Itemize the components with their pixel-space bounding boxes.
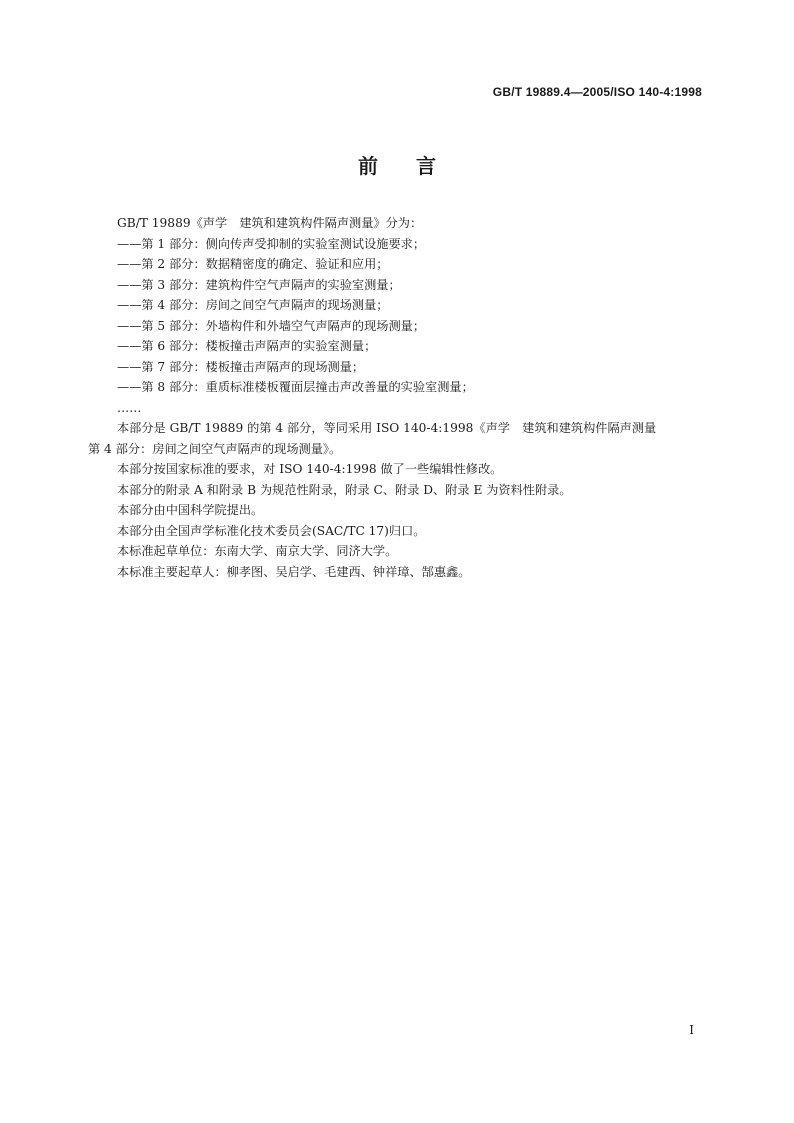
part-list-item-1: ——第 1 部分：侧向传声受抑制的实验室测试设施要求； xyxy=(117,236,426,251)
part-list-item-7: ——第 7 部分：楼板撞击声隔声的现场测量； xyxy=(117,359,365,374)
list-ellipsis: …… xyxy=(117,400,142,415)
edit-paragraph: 本部分按国家标准的要求，对 ISO 140-4:1998 做了一些编辑性修改。 xyxy=(117,462,503,476)
standard-code-header: GB/T 19889.4—2005/ISO 140-4:1998 xyxy=(492,85,702,99)
foreword-body xyxy=(88,213,700,582)
part-list-item-6: ——第 6 部分：楼板撞击声隔声的实验室测量； xyxy=(117,339,377,353)
part-list-item-5: ——第 5 部分：外墙构件和外墙空气声隔声的现场测量； xyxy=(117,318,426,333)
adoption-paragraph-line-1: 本部分是 GB/T 19889 的第 4 部分，等同采用 ISO 140-4:1998《声学 建筑和建筑构件隔声测量 xyxy=(117,421,657,435)
part-list-item-2: ——第 2 部分：数据精密度的确定、验证和应用； xyxy=(117,257,389,271)
proposed-by-paragraph: 本部分由中国科学院提出。 xyxy=(117,503,264,517)
page-number: I xyxy=(689,1023,694,1037)
part-list-item-4: ——第 4 部分：房间之间空气声隔声的现场测量； xyxy=(117,298,389,312)
part-list-item-8: ——第 8 部分：重质标准楼板覆面层撞击声改善量的实验室测量； xyxy=(117,380,474,394)
annex-paragraph: 本部分的附录 A 和附录 B 为规范性附录，附录 C、附录 D、附录 E 为资料性附录。 xyxy=(117,482,572,497)
intro-paragraph: GB/T 19889《声学 建筑和建筑构件隔声测量》分为： xyxy=(117,216,423,230)
drafting-units-paragraph: 本标准起草单位：东南大学、南京大学、同济大学。 xyxy=(117,544,398,558)
centralized-by-paragraph: 本部分由全国声学标准化技术委员会(SAC/TC 17)归口。 xyxy=(117,523,426,538)
drafters-paragraph: 本标准主要起草人：柳孝图、吴启学、毛建西、钟祥璋、郜惠鑫。 xyxy=(117,564,471,579)
page-title: 前言 xyxy=(358,154,474,178)
part-list-item-3: ——第 3 部分：建筑构件空气声隔声的实验室测量； xyxy=(117,277,401,292)
adoption-paragraph-line-2: 第 4 部分：房间之间空气声隔声的现场测量》。 xyxy=(88,441,342,456)
